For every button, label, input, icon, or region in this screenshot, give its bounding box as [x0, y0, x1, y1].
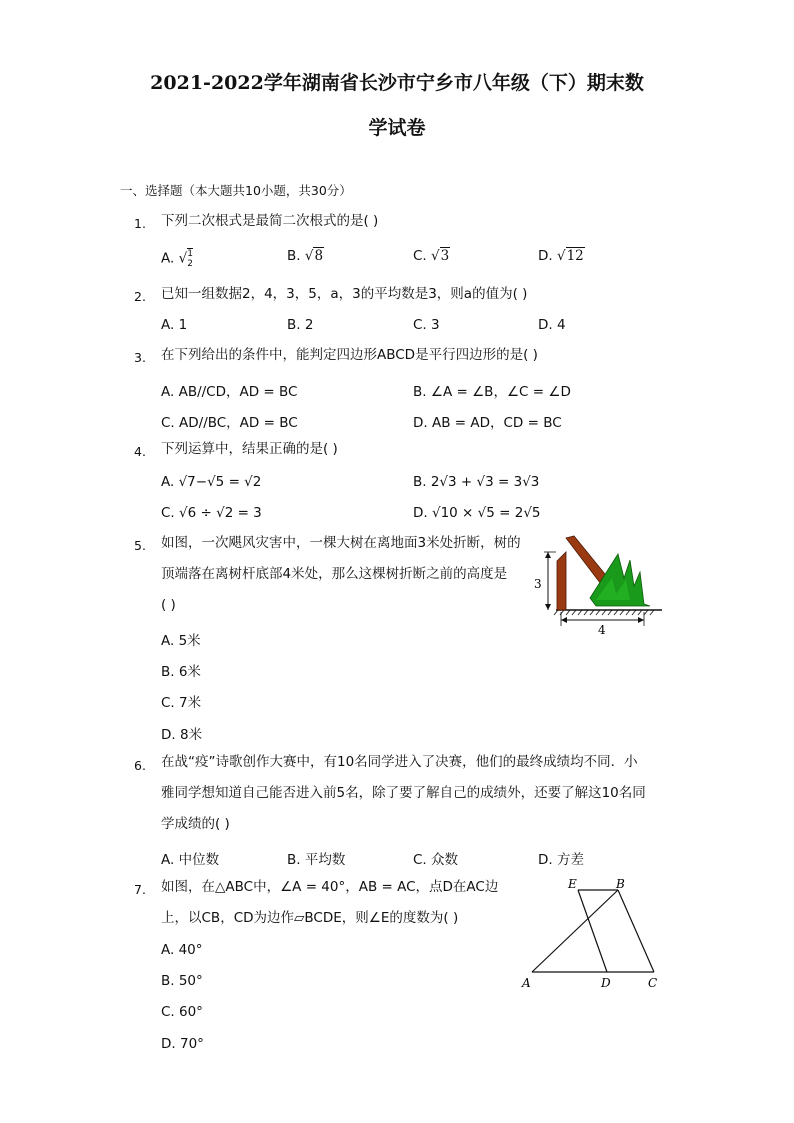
stem-line: 如图，在△ABC中，∠A = 40°，AB = AC，点D在AC边 — [161, 879, 499, 895]
label-d: D — [601, 976, 611, 990]
option-b: B. √8 — [287, 248, 324, 264]
parallelogram-figure — [518, 874, 668, 994]
option-b: B. 平均数 — [287, 852, 346, 868]
section-heading: 一、选择题（本大题共10小题，共30分） — [120, 183, 352, 198]
option-c: C. 众数 — [413, 852, 459, 868]
question-stem: 在下列给出的条件中，能判定四边形ABCD是平行四边形的是( ) — [161, 347, 538, 363]
option-b: B. ∠A = ∠B，∠C = ∠D — [413, 384, 571, 400]
question-number: 7. — [134, 882, 146, 897]
option-d: D. 70° — [161, 1036, 204, 1052]
option-b: B. 2√3 + √3 = 3√3 — [413, 474, 540, 490]
broken-tree-figure — [526, 534, 666, 640]
question-number: 1. — [134, 216, 146, 231]
option-b: B. 50° — [161, 973, 203, 989]
stem-line: 雅同学想知道自己能否进入前5名，除了要了解自己的成绩外，还要了解这10名同 — [161, 785, 646, 801]
question-stem: 已知一组数据2，4，3，5，a，3的平均数是3，则a的值为( ) — [161, 286, 528, 302]
stem-line: 在战“疫”诗歌创作大赛中，有10名同学进入了决赛，他们的最终成绩均不同．小 — [161, 754, 638, 770]
label-e: E — [568, 877, 577, 891]
stem-line: 顶端落在离树杆底部4米处，那么这棵树折断之前的高度是 — [161, 566, 508, 582]
option-d: D. 4 — [538, 317, 566, 333]
question-stem — [161, 872, 531, 934]
option-a: A. 40° — [161, 942, 203, 958]
option-c: C. 7米 — [161, 695, 202, 711]
question-number: 3. — [134, 350, 146, 365]
question-number: 4. — [134, 444, 146, 459]
question-stem — [161, 747, 671, 840]
question-stem: 下列二次根式是最简二次根式的是( ) — [161, 213, 379, 229]
stem-line: 如图，一次飓风灾害中，一棵大树在离地面3米处折断，树的 — [161, 535, 521, 551]
option-c: C. 3 — [413, 317, 440, 333]
stem-line: 上，以CB，CD为边作▱BCDE，则∠E的度数为( ) — [161, 910, 459, 926]
option-c: C. AD//BC，AD = BC — [161, 415, 298, 431]
question-number: 5. — [134, 538, 146, 553]
option-a: A. 1 — [161, 317, 188, 333]
question-number: 2. — [134, 289, 146, 304]
option-c: C. √6 ÷ √2 = 3 — [161, 505, 262, 521]
page-title-line1: 2021-2022学年湖南省长沙市宁乡市八年级（下）期末数 — [150, 72, 644, 94]
label-b: B — [616, 877, 625, 891]
option-a: A. √ 1 2 — [161, 249, 193, 269]
option-d: D. 方差 — [538, 852, 584, 868]
option-a: A. √7−√5 = √2 — [161, 474, 262, 490]
option-a: A. AB//CD，AD = BC — [161, 384, 298, 400]
label-a: A — [522, 976, 531, 990]
question-number: 6. — [134, 758, 146, 773]
option-b: B. 6米 — [161, 664, 201, 680]
label-c: C — [648, 976, 658, 990]
fraction: 1 2 — [187, 249, 193, 269]
stem-line: ( ) — [161, 597, 176, 613]
option-d: D. AB = AD，CD = BC — [413, 415, 562, 431]
option-a: A. 中位数 — [161, 852, 220, 868]
stem-line: 学成绩的( ) — [161, 816, 230, 832]
option-c: C. √3 — [413, 248, 450, 264]
option-b: B. 2 — [287, 317, 314, 333]
option-d: D. √12 — [538, 248, 584, 264]
option-d: D. √10 × √5 = 2√5 — [413, 505, 541, 521]
height-label: 3 — [534, 577, 542, 591]
page-title-line2: 学试卷 — [368, 117, 426, 139]
question-stem: 下列运算中，结果正确的是( ) — [161, 441, 338, 457]
option-a: A. 5米 — [161, 633, 201, 649]
option-d: D. 8米 — [161, 727, 203, 743]
base-label: 4 — [598, 623, 606, 637]
question-stem — [161, 528, 531, 621]
option-c: C. 60° — [161, 1004, 203, 1020]
